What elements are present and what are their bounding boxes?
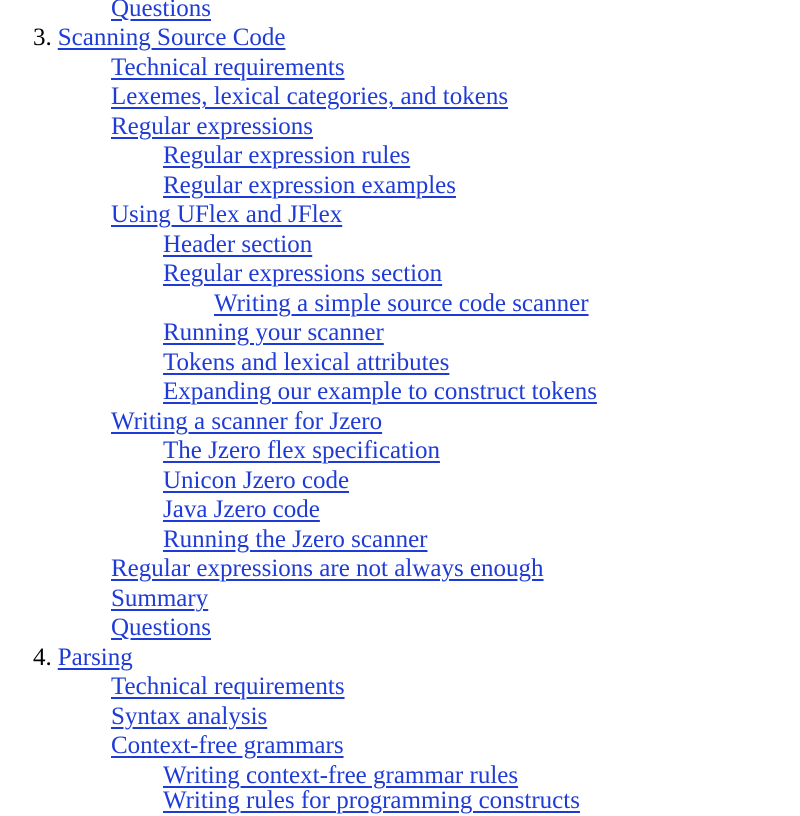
toc-link[interactable]: Syntax analysis [111,703,268,730]
chapter-number: 3. [33,24,52,51]
toc-item [163,171,456,201]
toc-link[interactable]: The Jzero flex specification [163,437,440,464]
toc-item [163,495,320,525]
toc-item-questions [111,0,211,24]
toc-item [214,289,589,319]
toc-item [111,672,345,702]
toc-item [111,702,267,732]
chapter-number: 4. [33,644,52,671]
toc-link[interactable]: Writing a simple source code scanner [214,290,589,317]
toc-link[interactable]: Tokens and lexical attributes [163,349,450,376]
toc-item [111,200,342,230]
toc-item [111,731,344,761]
toc-link[interactable]: Lexemes, lexical categories, and tokens [111,83,509,110]
toc-link[interactable]: Technical requirements [111,54,345,81]
toc-item [163,348,449,378]
toc-item [163,230,312,260]
toc-item [111,112,313,142]
toc-item [111,613,211,643]
toc-link[interactable]: Writing context-free grammar rules [163,762,519,789]
toc-item [163,259,442,289]
toc-item [163,377,597,407]
toc-link[interactable]: Regular expressions are not always enough [111,555,544,582]
toc-link[interactable]: Questions [111,614,211,641]
toc-link[interactable]: Running the Jzero scanner [163,526,428,553]
toc-link[interactable]: Writing a scanner for Jzero [111,408,383,435]
toc-link[interactable]: Parsing [57,644,133,671]
toc-link[interactable]: Writing rules for programming constructs [163,787,580,814]
toc-link[interactable]: Regular expressions section [163,260,443,287]
toc-item [163,466,349,496]
toc-chapter-4 [33,643,133,673]
toc-link[interactable]: Questions [111,0,211,22]
toc-item [163,525,428,555]
toc-link[interactable]: Technical requirements [111,673,345,700]
toc-item [111,554,544,584]
toc-item [111,82,508,112]
toc-link[interactable]: Regular expression examples [163,172,456,199]
toc-link[interactable]: Scanning Source Code [57,24,286,51]
toc-link[interactable]: Regular expressions [111,113,314,140]
toc-link[interactable]: Regular expression rules [163,142,411,169]
toc-item [111,407,382,437]
toc-link[interactable]: Expanding our example to construct tokens [163,378,597,405]
toc-link[interactable]: Using UFlex and JFlex [111,201,343,228]
toc-link[interactable]: Summary [111,585,209,612]
toc-item-partial [163,786,580,816]
toc-link[interactable]: Header section [163,231,313,258]
toc-link[interactable]: Unicon Jzero code [163,467,350,494]
toc-link[interactable]: Context-free grammars [111,732,344,759]
toc-link[interactable]: Java Jzero code [163,496,320,523]
toc-item [163,318,384,348]
toc-chapter-3 [33,23,285,53]
toc-item [163,141,410,171]
toc-item [111,584,208,614]
toc-link[interactable]: Running your scanner [163,319,384,346]
toc-item [163,436,440,466]
toc-item [111,53,345,83]
